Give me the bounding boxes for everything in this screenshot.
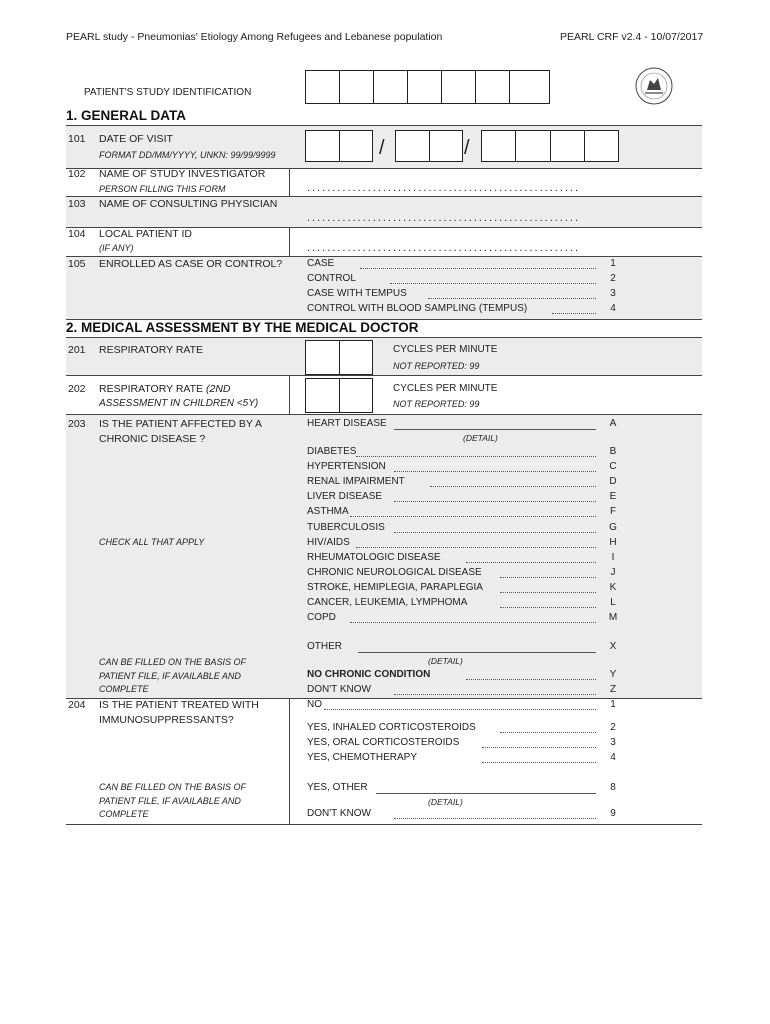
- q204-note: PATIENT FILE, IF AVAILABLE AND: [99, 796, 241, 806]
- option-code: 9: [610, 808, 616, 819]
- section-medical-assessment-title: 2. MEDICAL ASSESSMENT BY THE MEDICAL DOCTOR: [66, 320, 419, 335]
- q204-note: CAN BE FILLED ON THE BASIS OF: [99, 782, 247, 792]
- leader-dots: [394, 532, 596, 533]
- option-code: J: [610, 566, 616, 578]
- option-code: D: [609, 476, 617, 488]
- q204-label-cont: IMMUNOSUPPRESSANTS?: [99, 714, 234, 726]
- option-label[interactable]: CASE: [307, 258, 335, 269]
- q203-note: CAN BE FILLED ON THE BASIS OF: [99, 657, 247, 667]
- option-code: C: [609, 461, 617, 473]
- leader-dots: [466, 562, 596, 563]
- investigator-name-field[interactable]: ......................................................: [307, 182, 581, 194]
- option-label[interactable]: CHRONIC NEUROLOGICAL DISEASE: [307, 566, 482, 578]
- visit-year-boxes[interactable]: [481, 130, 619, 162]
- option-label[interactable]: CASE WITH TEMPUS: [307, 288, 407, 299]
- option-code: B: [609, 446, 617, 457]
- q103-label: NAME OF CONSULTING PHYSICIAN: [99, 198, 278, 210]
- option-code: L: [610, 597, 616, 608]
- option-label[interactable]: CANCER, LEUKEMIA, LYMPHOMA: [307, 597, 468, 608]
- q101-number: 101: [68, 133, 86, 145]
- option-code: 2: [610, 273, 616, 284]
- detail-hint: (DETAIL): [428, 656, 463, 666]
- option-code: E: [609, 491, 617, 503]
- date-separator: /: [379, 137, 385, 159]
- option-label[interactable]: HYPERTENSION: [307, 461, 386, 473]
- leader-dots: [500, 577, 596, 578]
- physician-name-field[interactable]: ......................................................: [307, 212, 581, 224]
- option-code: 1: [610, 258, 616, 269]
- q202-not-reported: NOT REPORTED: 99: [393, 399, 480, 409]
- option-code: Z: [609, 684, 617, 695]
- leader-dots: [356, 547, 596, 548]
- option-code: M: [608, 612, 618, 624]
- option-label[interactable]: HEART DISEASE: [307, 418, 387, 429]
- option-label[interactable]: ASTHMA: [307, 506, 349, 518]
- option-code: G: [609, 521, 617, 533]
- q204-number: 204: [68, 699, 86, 711]
- option-label[interactable]: YES, INHALED CORTICOSTEROIDS: [307, 722, 476, 733]
- q203-number: 203: [68, 418, 86, 430]
- q101-label: DATE OF VISIT: [99, 133, 173, 145]
- option-code: 4: [610, 303, 616, 314]
- visit-month-boxes[interactable]: [395, 130, 463, 162]
- option-code: 2: [610, 722, 616, 733]
- q101-hint: FORMAT DD/MM/YYYY, UNKN: 99/99/9999: [99, 150, 276, 160]
- option-label[interactable]: LIVER DISEASE: [307, 491, 383, 503]
- option-code: A: [609, 418, 617, 429]
- q201-not-reported: NOT REPORTED: 99: [393, 361, 480, 371]
- leader-dots: [500, 607, 596, 608]
- option-code: F: [609, 506, 617, 518]
- q102-label: NAME OF STUDY INVESTIGATOR: [99, 168, 266, 180]
- visit-day-boxes[interactable]: [305, 130, 373, 162]
- q203-note: PATIENT FILE, IF AVAILABLE AND: [99, 671, 241, 681]
- q204-note: COMPLETE: [99, 809, 149, 819]
- q104-hint: (IF ANY): [99, 243, 134, 253]
- crf-version: PEARL CRF v2.4 - 10/07/2017: [560, 31, 704, 43]
- option-code: 4: [610, 752, 616, 763]
- option-label[interactable]: YES, ORAL CORTICOSTEROIDS: [307, 737, 460, 748]
- q204-label: IS THE PATIENT TREATED WITH: [99, 699, 259, 711]
- option-label[interactable]: STROKE, HEMIPLEGIA, PARAPLEGIA: [307, 581, 483, 593]
- option-label[interactable]: CONTROL: [307, 273, 356, 284]
- q105-number: 105: [68, 258, 86, 270]
- option-label[interactable]: RENAL IMPAIRMENT: [307, 476, 405, 488]
- logo-seal-icon: [632, 66, 676, 106]
- leader-dots: [350, 516, 596, 517]
- q201-number: 201: [68, 344, 86, 356]
- leader-dots: [350, 622, 596, 623]
- respiratory-rate-boxes[interactable]: [305, 340, 373, 375]
- option-label[interactable]: DIABETES: [307, 446, 357, 457]
- option-code: H: [609, 536, 617, 548]
- option-code: Y: [609, 669, 617, 680]
- leader-dots: [430, 486, 596, 487]
- q102-number: 102: [68, 168, 86, 180]
- option-label[interactable]: HIV/AIDS: [307, 536, 350, 548]
- q202-label-cont: ASSESSMENT IN CHILDREN <5Y): [99, 398, 259, 409]
- respiratory-rate-2-boxes[interactable]: [305, 378, 373, 413]
- option-label[interactable]: NO CHRONIC CONDITION: [307, 669, 431, 680]
- detail-hint: (DETAIL): [463, 433, 498, 443]
- detail-hint: (DETAIL): [428, 797, 463, 807]
- option-label[interactable]: RHEUMATOLOGIC DISEASE: [307, 551, 441, 563]
- option-code: K: [609, 581, 617, 593]
- patient-id-boxes[interactable]: [305, 70, 550, 104]
- q202-number: 202: [68, 383, 86, 395]
- q202-label: RESPIRATORY RATE (2ND: [99, 383, 231, 395]
- q203-note: COMPLETE: [99, 684, 149, 694]
- leader-dots: [500, 592, 596, 593]
- option-label[interactable]: DON'T KNOW: [307, 684, 371, 695]
- option-code: X: [609, 641, 617, 652]
- leader-dots: [356, 456, 596, 457]
- leader-dots: [394, 501, 596, 502]
- option-label[interactable]: NO: [307, 699, 322, 710]
- option-label[interactable]: COPD: [307, 612, 336, 624]
- section-general-data-title: 1. GENERAL DATA: [66, 108, 187, 123]
- q201-unit: CYCLES PER MINUTE: [393, 344, 498, 355]
- patient-id-label: PATIENT'S STUDY IDENTIFICATION: [84, 87, 252, 98]
- date-separator: /: [464, 137, 470, 159]
- study-title: PEARL study - Pneumonias' Etiology Among Refugees and Lebanese population: [66, 31, 443, 43]
- option-code: 1: [610, 699, 616, 710]
- option-code: I: [611, 551, 615, 563]
- option-code: 3: [610, 737, 616, 748]
- option-code: 8: [610, 782, 616, 793]
- q202-unit: CYCLES PER MINUTE: [393, 383, 498, 394]
- q104-number: 104: [68, 228, 86, 240]
- option-label[interactable]: TUBERCULOSIS: [307, 521, 385, 533]
- q103-number: 103: [68, 198, 86, 210]
- q203-label-cont: CHRONIC DISEASE ?: [99, 433, 206, 445]
- q203-label: IS THE PATIENT AFFECTED BY A: [99, 418, 262, 430]
- q102-hint: PERSON FILLING THIS FORM: [99, 184, 226, 194]
- q104-label: LOCAL PATIENT ID: [99, 228, 192, 240]
- option-label[interactable]: CONTROL WITH BLOOD SAMPLING (TEMPUS): [307, 303, 528, 314]
- option-label[interactable]: YES, OTHER: [307, 782, 368, 793]
- option-label[interactable]: OTHER: [307, 641, 342, 652]
- q105-label: ENROLLED AS CASE OR CONTROL?: [99, 258, 283, 270]
- check-all-note: CHECK ALL THAT APPLY: [99, 537, 205, 547]
- option-label[interactable]: DON'T KNOW: [307, 808, 371, 819]
- option-code: 3: [610, 288, 616, 299]
- option-label[interactable]: YES, CHEMOTHERAPY: [307, 752, 418, 763]
- local-patient-id-field[interactable]: ......................................................: [307, 242, 581, 254]
- q201-label: RESPIRATORY RATE: [99, 344, 204, 356]
- leader-dots: [394, 471, 596, 472]
